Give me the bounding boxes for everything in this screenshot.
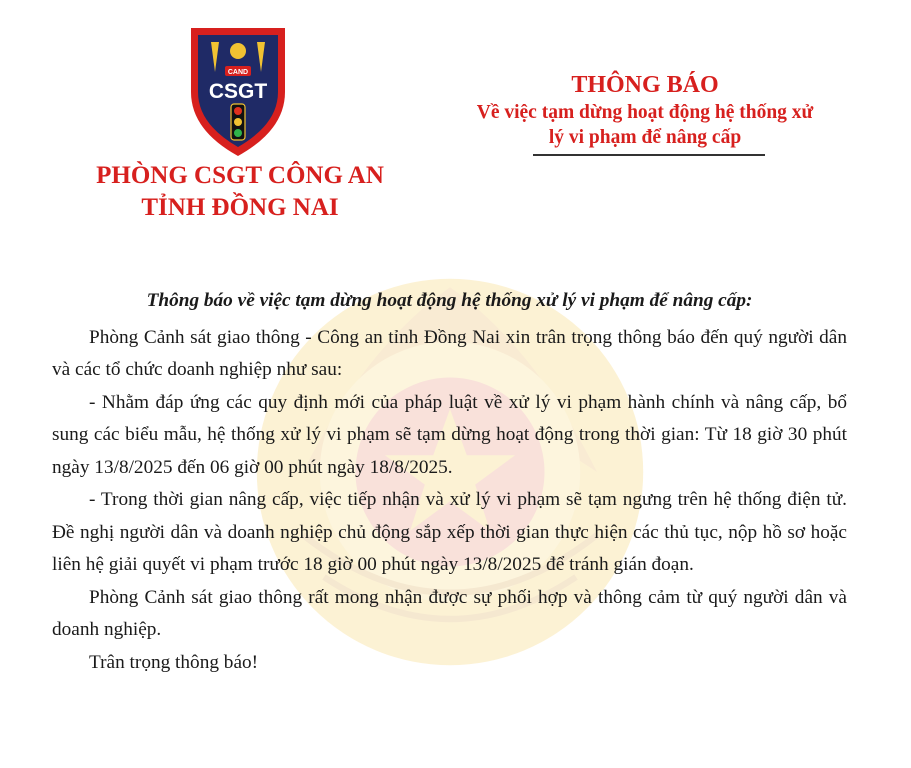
- org-name-line1: PHÒNG CSGT CÔNG AN: [96, 162, 384, 189]
- body-heading: Thông báo về việc tạm dừng hoạt động hệ thống xử lý vi phạm để nâng cấp:: [146, 290, 753, 311]
- body-paragraph-2: - Nhằm đáp ứng các quy định mới của pháp luật về xử lý vi phạm hành chính và nâng cấp, bổ sung các biểu mẫu, hệ thống xử lý vi phạm sẽ tạm dừng hoạt động trong thời gian: Từ 18 giờ 30 phút ngày 13/8/2025 đến 06 giờ 00 phút ngày 18/8/2025.: [52, 391, 847, 478]
- organization-name: [90, 160, 390, 224]
- notice-underline: [533, 154, 765, 156]
- body-closing: Trân trọng thông báo!: [89, 651, 259, 673]
- notice-subtitle-line2: lý vi phạm để nâng cấp: [548, 127, 742, 148]
- notice-body: [52, 285, 847, 679]
- logo-badge-main: CSGT: [208, 80, 268, 103]
- notice-title: THÔNG BÁO: [571, 72, 719, 98]
- org-name-line2: TỈNH ĐỒNG NAI: [141, 194, 339, 221]
- body-paragraph-4: Phòng Cảnh sát giao thông rất mong nhận được sự phối hợp và thông cảm từ quý người dân và doanh nghiệp.: [52, 586, 847, 640]
- notice-header: [430, 70, 860, 150]
- logo-badge-top: CAND: [227, 69, 249, 76]
- body-paragraph-3: - Trong thời gian nâng cấp, việc tiếp nhận và xử lý vi phạm sẽ tạm ngưng trên hệ thống điện tử. Đề nghị người dân và doanh nghiệp chủ động sắp xếp thời gian thực hiện các thủ tục, nộp hồ sơ hoặc liên hệ giải quyết vi phạm trước 18 giờ 00 phút ngày 13/8/2025 để tránh gián đoạn.: [52, 489, 847, 575]
- body-paragraph-1: Phòng Cảnh sát giao thông - Công an tỉnh Đồng Nai xin trân trọng thông báo đến quý người dân và các tổ chức doanh nghiệp như sau:: [52, 326, 847, 380]
- csgt-logo: [185, 20, 291, 160]
- notice-subtitle-line1: Về việc tạm dừng hoạt động hệ thống xử: [476, 102, 814, 123]
